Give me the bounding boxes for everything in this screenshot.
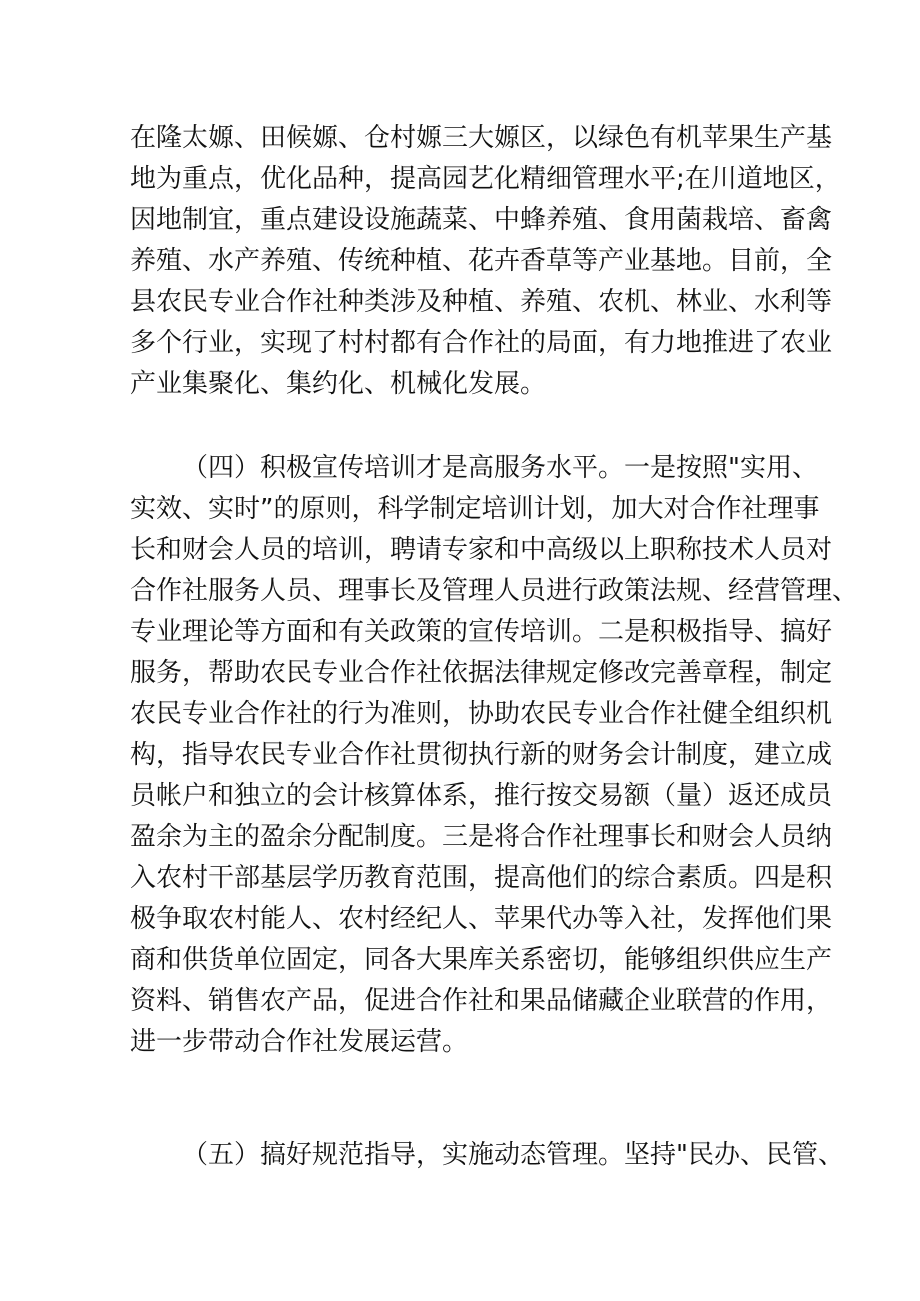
text-line: 农民专业合作社的行为准则，协助农民专业合作社健全组织机 [130, 699, 833, 729]
text-line: 构，指导农民专业合作社贯彻执行新的财务会计制度，建立成 [130, 740, 833, 770]
text-line: 产业集聚化、集约化、机械化发展。 [130, 369, 547, 399]
text-line: 在隆太嫄、田候嫄、仓村嫄三大嫄区，以绿色有机苹果生产基 [130, 123, 833, 153]
text-line: 长和财会人员的培训，聘请专家和中高级以上职称技术人员对 [130, 535, 833, 565]
text-line: 县农民专业合作社种类涉及种植、养殖、农机、林业、水利等 [130, 287, 833, 317]
text-line: 进一步带动合作社发展运营。 [130, 1027, 469, 1057]
text-line: 合作社服务人员、理事长及管理人员进行政策法规、经营管理、 [130, 576, 859, 606]
section-heading-line: （五）搞好规范指导，实施动态管理。坚持"民办、民管、 [182, 1140, 844, 1170]
text-line: 实效、实时”的原则，科学制定培训计划，加大对合作社理事 [130, 494, 820, 524]
text-line: 地为重点，优化品种，提高园艺化精细管理水平;在川道地区， [130, 164, 841, 194]
text-line: 养殖、水产养殖、传统种植、花卉香草等产业基地。目前，全 [130, 246, 833, 276]
section-heading-line: （四）积极宣传培训才是高服务水平。一是按照"实用、 [182, 453, 818, 483]
text-line: 盈余为主的盈余分配制度。三是将合作社理事长和财会人员纳 [130, 822, 833, 852]
text-line: 服务，帮助农民专业合作社依据法律规定修改完善章程，制定 [130, 658, 833, 688]
text-line: 商和供货单位固定，同各大果库关系密切，能够组织供应生产 [130, 945, 833, 975]
text-line: 因地制宜，重点建设设施蔬菜、中蜂养殖、食用菌栽培、畜禽 [130, 205, 833, 235]
text-line: 专业理论等方面和有关政策的宣传培训。二是积极指导、搞好 [130, 617, 833, 647]
text-line: 员帐户和独立的会计核算体系，推行按交易额（量）返还成员 [130, 781, 833, 811]
text-line: 入农村干部基层学历教育范围，提高他们的综合素质。四是积 [130, 863, 833, 893]
text-line: 极争取农村能人、农村经纪人、苹果代办等入社，发挥他们果 [130, 904, 833, 934]
text-line: 多个行业，实现了村村都有合作社的局面，有力地推进了农业 [130, 328, 833, 358]
text-line: 资料、销售农产品，促进合作社和果品储藏企业联营的作用， [130, 986, 833, 1016]
